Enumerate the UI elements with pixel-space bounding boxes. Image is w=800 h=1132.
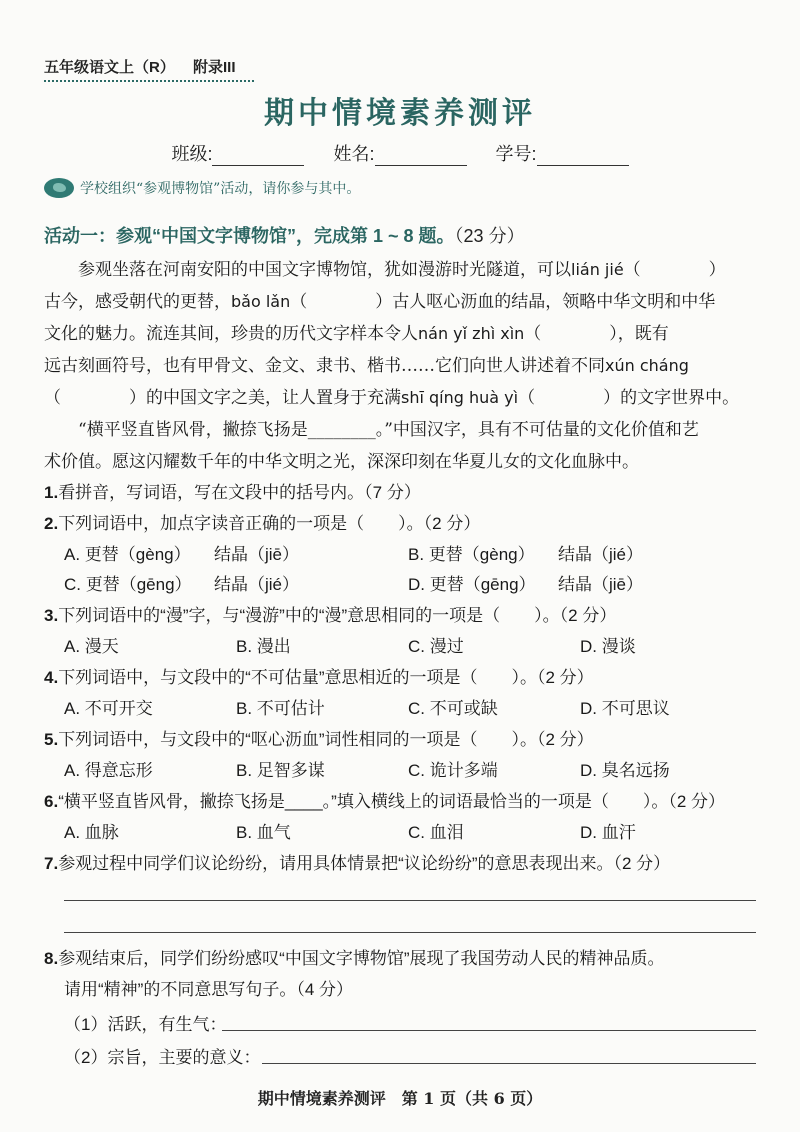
book-label: 五年级语文上（R） <box>44 59 175 76</box>
option-d[interactable]: D. 臭名远扬 <box>580 761 670 780</box>
class-label: 班级: <box>171 144 213 164</box>
passage-line: 文化的魅力。流连其间，珍贵的历代文字样本令人nán yǐ zhì xìn（ ），既有 <box>44 324 669 344</box>
q8-answer-line-2[interactable] <box>262 1063 756 1064</box>
passage-line: 远古刻画符号，也有甲骨文、金文、隶书、楷书……它们向世人讲述着不同xún cháng <box>44 356 689 376</box>
option-a-1[interactable]: A. 更替（gèng） <box>64 545 191 564</box>
class-field <box>171 140 304 166</box>
option-c[interactable]: C. 诡计多端 <box>408 761 498 780</box>
question-7: 7.参观过程中同学们议论纷纷，请用具体情景把“议论纷纷”的意思表现出来。（2 分） <box>44 854 671 873</box>
q3-options <box>64 632 764 657</box>
question-8: 8.参观结束后，同学们纷纷感叹“中国文字博物馆”展现了我国劳动人民的精神品质。 <box>44 949 665 968</box>
option-b-2[interactable]: 结晶（jié） <box>558 545 644 564</box>
passage-line: 术价值。愿这闪耀数千年的中华文明之光，深深印刻在华夏儿女的文化血脉中。 <box>44 452 639 472</box>
q6-options <box>64 818 764 843</box>
activity-score: （23 分） <box>454 226 525 246</box>
page-title: 期中情境素养测评 <box>264 97 536 130</box>
option-c[interactable]: C. 漫过 <box>408 637 464 656</box>
question-5: 5.下列词语中，与文段中的“呕心沥血”词性相同的一项是（ ）。（2 分） <box>44 730 594 749</box>
option-d-2[interactable]: 结晶（jiē） <box>558 575 644 594</box>
option-a[interactable]: A. 不可开交 <box>64 699 153 718</box>
q2-options-row-2 <box>64 570 764 595</box>
book-header <box>44 56 236 77</box>
name-blank[interactable] <box>375 147 467 166</box>
class-blank[interactable] <box>212 147 304 166</box>
question-3: 3.下列词语中的“漫”字，与“漫游”中的“漫”意思相同的一项是（ ）。（2 分） <box>44 606 617 625</box>
option-b[interactable]: B. 漫出 <box>236 637 291 656</box>
q5-options <box>64 756 764 781</box>
q8-answer-line-1[interactable] <box>222 1030 756 1031</box>
option-a-2[interactable]: 结晶（jiē） <box>214 545 300 564</box>
passage-line: 古今，感受朝代的更替，bǎo lǎn（ ）古人呕心沥血的结晶，领略中华文明和中华 <box>44 292 716 312</box>
question-4: 4.下列词语中，与文段中的“不可估量”意思相近的一项是（ ）。（2 分） <box>44 668 594 687</box>
header-divider <box>44 80 254 82</box>
name-field <box>333 140 466 166</box>
option-b-1[interactable]: B. 更替（gèng） <box>408 545 535 564</box>
q2-options-row-1 <box>64 540 764 565</box>
option-c-1[interactable]: C. 更替（gēng） <box>64 575 192 594</box>
intro-banner <box>44 178 360 198</box>
name-label: 姓名: <box>333 144 375 164</box>
activity-label: 活动一：参观“中国文字博物馆”，完成第 1 ~ 8 题。 <box>44 226 455 246</box>
q7-answer-line-2[interactable] <box>64 932 756 933</box>
student-info-row <box>0 140 800 166</box>
id-field <box>496 140 629 166</box>
question-2: 2.下列词语中，加点字读音正确的一项是（ ）。（2 分） <box>44 514 481 533</box>
option-d[interactable]: D. 不可思议 <box>580 699 670 718</box>
option-d-1[interactable]: D. 更替（gēng） <box>408 575 536 594</box>
page-footer: 期中情境素养测评 第 1 页（共 6 页） <box>257 1089 543 1108</box>
option-a[interactable]: A. 血脉 <box>64 823 119 842</box>
q4-options <box>64 694 764 719</box>
option-b[interactable]: B. 不可估计 <box>236 699 325 718</box>
id-blank[interactable] <box>537 147 629 166</box>
option-a[interactable]: A. 得意忘形 <box>64 761 153 780</box>
option-c[interactable]: C. 血泪 <box>408 823 464 842</box>
activity-heading <box>44 222 525 248</box>
option-c[interactable]: C. 不可或缺 <box>408 699 498 718</box>
appendix-label: 附录III <box>193 59 236 76</box>
question-1: 1.看拼音，写词语，写在文段中的括号内。（7 分） <box>44 483 421 502</box>
option-d[interactable]: D. 血汗 <box>580 823 636 842</box>
q8-sub-1: （1）活跃，有生气： <box>64 1015 227 1034</box>
q7-answer-line-1[interactable] <box>64 900 756 901</box>
museum-badge-icon <box>44 178 74 198</box>
passage-line: 参观坐落在河南安阳的中国文字博物馆，犹如漫游时光隧道，可以lián jié（ ） <box>78 260 726 280</box>
q8-sub-2: （2）宗旨，主要的意义： <box>64 1048 261 1067</box>
intro-text: 学校组织“参观博物馆”活动，请你参与其中。 <box>80 181 361 197</box>
option-b[interactable]: B. 足智多谋 <box>236 761 325 780</box>
option-a[interactable]: A. 漫天 <box>64 637 119 656</box>
option-c-2[interactable]: 结晶（jié） <box>214 575 300 594</box>
question-6: 6.“横平竖直皆风骨，撇捺飞扬是____。”填入横线上的词语最恰当的一项是（ ）。（2 分） <box>44 792 726 811</box>
option-b[interactable]: B. 血气 <box>236 823 291 842</box>
id-label: 学号: <box>495 144 537 164</box>
passage-line: （ ）的中国文字之美，让人置身于充满shī qíng huà yì（ ）的文字世界中。 <box>44 388 740 408</box>
passage-line: “横平竖直皆风骨，撇捺飞扬是________。”中国汉字，具有不可估量的文化价值和艺 <box>78 420 699 440</box>
reading-passage <box>44 254 758 478</box>
question-8-cont: 请用“精神”的不同意思写句子。（4 分） <box>64 980 353 999</box>
option-d[interactable]: D. 漫谈 <box>580 637 636 656</box>
